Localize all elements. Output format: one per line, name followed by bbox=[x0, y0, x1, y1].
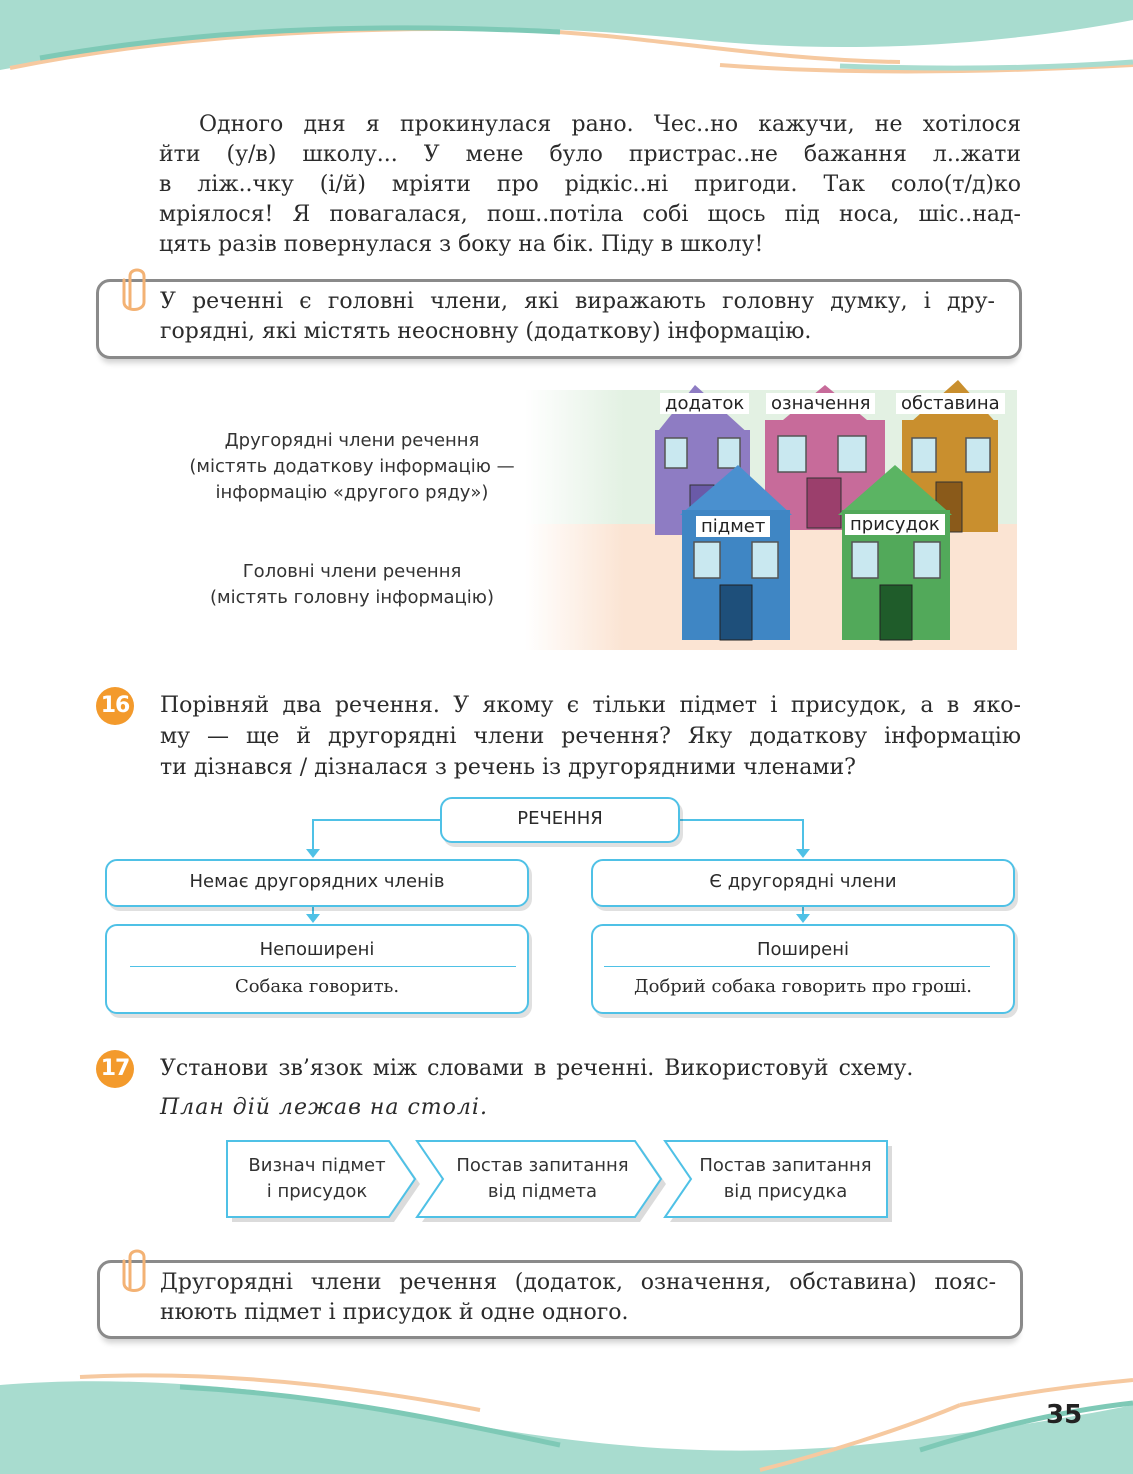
label-line: (містять головну інформацію) bbox=[209, 587, 494, 608]
right-head-label: Є другорядні члени bbox=[709, 871, 897, 892]
right-example-title: Поширені bbox=[757, 939, 849, 960]
page-number: 35 bbox=[1046, 1400, 1083, 1430]
note-line: горядні, які містять неосновну (додаткову) інформацію. bbox=[160, 319, 812, 344]
task-17-example: План дій лежав на столі. bbox=[160, 1095, 488, 1120]
left-head-label: Немає другорядних членів bbox=[189, 871, 445, 892]
rule-note-2-text bbox=[160, 1268, 996, 1328]
intro-line: цять разів повернулася з боку на бік. Піду в школу! bbox=[159, 232, 764, 257]
task-number-16: 16 bbox=[96, 687, 134, 725]
label-line: Другорядні члени речення bbox=[224, 430, 480, 451]
step-2 bbox=[440, 1153, 645, 1205]
right-example-sentence: Добрий собака говорить про гроші. bbox=[633, 976, 973, 997]
step-line: Постав запитання bbox=[456, 1155, 629, 1176]
task-number-17: 17 bbox=[96, 1050, 134, 1088]
label-line: Головні члени речення bbox=[242, 561, 462, 582]
house-label-prysudok: присудок bbox=[845, 514, 945, 535]
bottom-wave-decoration bbox=[0, 1365, 1133, 1474]
house-label-pidmet: підмет bbox=[696, 516, 770, 537]
intro-line: Одного дня я прокинулася рано. Чес..но кажучи, не хотілося bbox=[199, 112, 1021, 137]
step-line: від присудка bbox=[723, 1181, 848, 1202]
label-line: інформацію «другого ряду») bbox=[215, 482, 489, 503]
step-3 bbox=[688, 1153, 883, 1205]
paperclip-icon bbox=[118, 1243, 152, 1295]
diagram-root-label: РЕЧЕННЯ bbox=[517, 808, 603, 829]
left-example-title: Непоширені bbox=[259, 939, 375, 960]
task-line: Установи зв’язок між словами в реченні. Використовуй схему. bbox=[160, 1056, 914, 1081]
intro-line: мріялося! Я повагалася, пош..потіла собі щось під носа, шіс..над- bbox=[159, 202, 1021, 227]
step-1 bbox=[232, 1153, 402, 1205]
step-line: від підмета bbox=[487, 1181, 598, 1202]
house-label-dodatok: додаток bbox=[660, 393, 749, 414]
step-line: Визнач підмет bbox=[248, 1155, 386, 1176]
intro-line: в ліж..чку (і/й) мріяти про рідкіс..ні пригоди. Так соло(т/д)ко bbox=[159, 172, 1021, 197]
note-line: Другорядні члени речення (додаток, означення, обставина) пояс- bbox=[160, 1270, 996, 1295]
left-example-sentence: Собака говорить. bbox=[234, 976, 400, 997]
intro-line: йти (у/в) школу... У мене було пристрас..не бажання л..жати bbox=[159, 142, 1021, 167]
task-line: ти дізнався / дізналася з речень із другорядними членами? bbox=[160, 755, 856, 780]
note-line: нюють підмет і присудок й одне одного. bbox=[160, 1300, 629, 1325]
label-line: (містять додаткову інформацію — bbox=[189, 456, 515, 477]
house-label-obstavyna: обставина bbox=[896, 393, 1005, 414]
task-line: Порівняй два речення. У якому є тільки підмет і присудок, а в яко- bbox=[160, 693, 1021, 718]
step-line: і присудок bbox=[266, 1181, 368, 1202]
house-label-oznachennya: означення bbox=[766, 393, 875, 414]
note-line: У реченні є головні члени, які виражають головну думку, і дру- bbox=[160, 289, 995, 314]
task-line: му — ще й другорядні члени речення? Яку додаткову інформацію bbox=[160, 724, 1021, 749]
step-line: Постав запитання bbox=[699, 1155, 872, 1176]
